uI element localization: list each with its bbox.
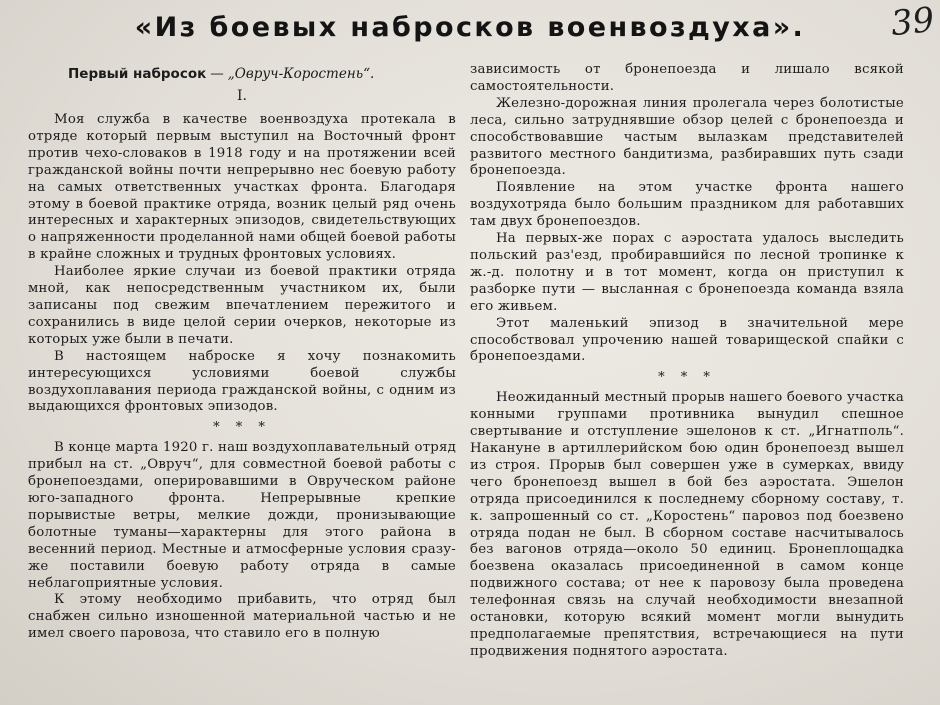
paragraph: Появление на этом участке фронта нашего воздухотряда было большим праздником для работавших там двух бронепоездов. xyxy=(470,180,904,230)
paragraph: В конце марта 1920 г. наш воздухоплавательный отряд прибыл на ст. „Овруч“, для совместной боевой работы с бронепоездами, оперировавшими в Овруческом районе юго-западного фронта. Непрерывные крепкие порывистые ветры, мелкие дожди, пронизывающие болотные туманы—характерны для этого района в весенний период. Местные и атмосферные условия сразу-же поставили боевую работу отряда в самые неблагоприятные условия. xyxy=(28,440,456,591)
paragraph: К этому необходимо прибавить, что отряд был снабжен сильно изношенной материальной частью и не имел своего паровоза, что ставило его в полную xyxy=(28,592,456,642)
subtitle-dash: — xyxy=(210,66,224,82)
section-number: I. xyxy=(237,88,247,104)
paragraph: Моя служба в качестве военвоздуха протекала в отряде который первым выступил на Восточный фронт против чехо-словаков в 1918 году и на протяжении всей гражданской войны почти непрерывно нес боевую работу на самых ответственных участках фронта. Благодаря этому в боевой практике отряда, возник целый ряд очень интересных и характерных эпизодов, свидетельствующих о напряженности проделанной нами общей боевой работы в крайне сложных и трудных фронтовых условиях. xyxy=(28,112,456,263)
left-column xyxy=(28,66,456,643)
section-divider-stars: * * * xyxy=(213,420,271,436)
handwritten-page-number: 39 xyxy=(888,0,936,45)
paragraph: Наиболее яркие случаи из боевой практики отряда мной, как непосредственным участником их, были записаны под свежим впечатлением пережитого и сохранились в виде целой серии очерков, некоторые из которых уже были в печати. xyxy=(28,264,456,347)
paragraph: В настоящем наброске я хочу познакомить интересующихся условиями боевой службы воздухоплавания периода гражданской войны, с одним из выдающихся фронтовых эпизодов. xyxy=(28,348,456,415)
paragraph: зависимость от бронепоезда и лишало всякой самостоятельности. xyxy=(470,62,904,94)
paragraph: Железно-дорожная линия пролегала через болотистые леса, сильно затруднявшие обзор целей с бронепоезда и способствовавшие частым вылазкам представителей развитого местного бандитизма, разбиравших путь сзади бронепоезда. xyxy=(470,95,904,179)
paragraph: Неожиданный местный прорыв нашего боевого участка конными группами противника вынудил спешное свертывание и отступление эшелонов к ст. „Игнатполь“. Накануне в артиллерийском бою один бронепоезд вышел из строя. Прорыв был совершен уже в сумерках, ввиду чего бронепоезд вышел в бой без аэростата. Эшелон отряда присоединился к последнему сборному составу, т. к. запрошенный со ст. „Коростень“ паровоз под боезвено отряда подан не был. В сборном составе насчитывалось без вагонов отряда—около 50 единиц. Бронеплощадка боезвена оказалась присоединенной в самом конце подвижного состава; от нее к паровозу была проведена телефонная связь на случай необходимости внезапной остановки, которую всякий момент могли вынудить предполагаемые препятствия, встречающиеся на пути продвижения поднятого аэростата. xyxy=(470,390,904,659)
paragraph: Этот маленький эпизод в значительной мере способствовал упрочению нашей товарищеской спайки с бронепоездами. xyxy=(470,315,904,365)
subtitle-place: „Овруч-Коростень“. xyxy=(227,66,375,82)
subtitle-label: Первый набросок xyxy=(68,66,207,82)
subtitle xyxy=(68,66,456,82)
paragraph: На первых-же порах с аэростата удалось выследить польский раз'езд, пробиравшийся по лесной тропинке к ж.-д. полотну и в тот момент, когда он приступил к разборке пути — высланная с бронепоезда команда взяла его живьем. xyxy=(470,231,904,314)
section-divider-stars: * * * xyxy=(658,370,716,386)
right-column xyxy=(470,62,904,661)
article-title: «Из боевых набросков военвоздуха». xyxy=(134,12,806,43)
